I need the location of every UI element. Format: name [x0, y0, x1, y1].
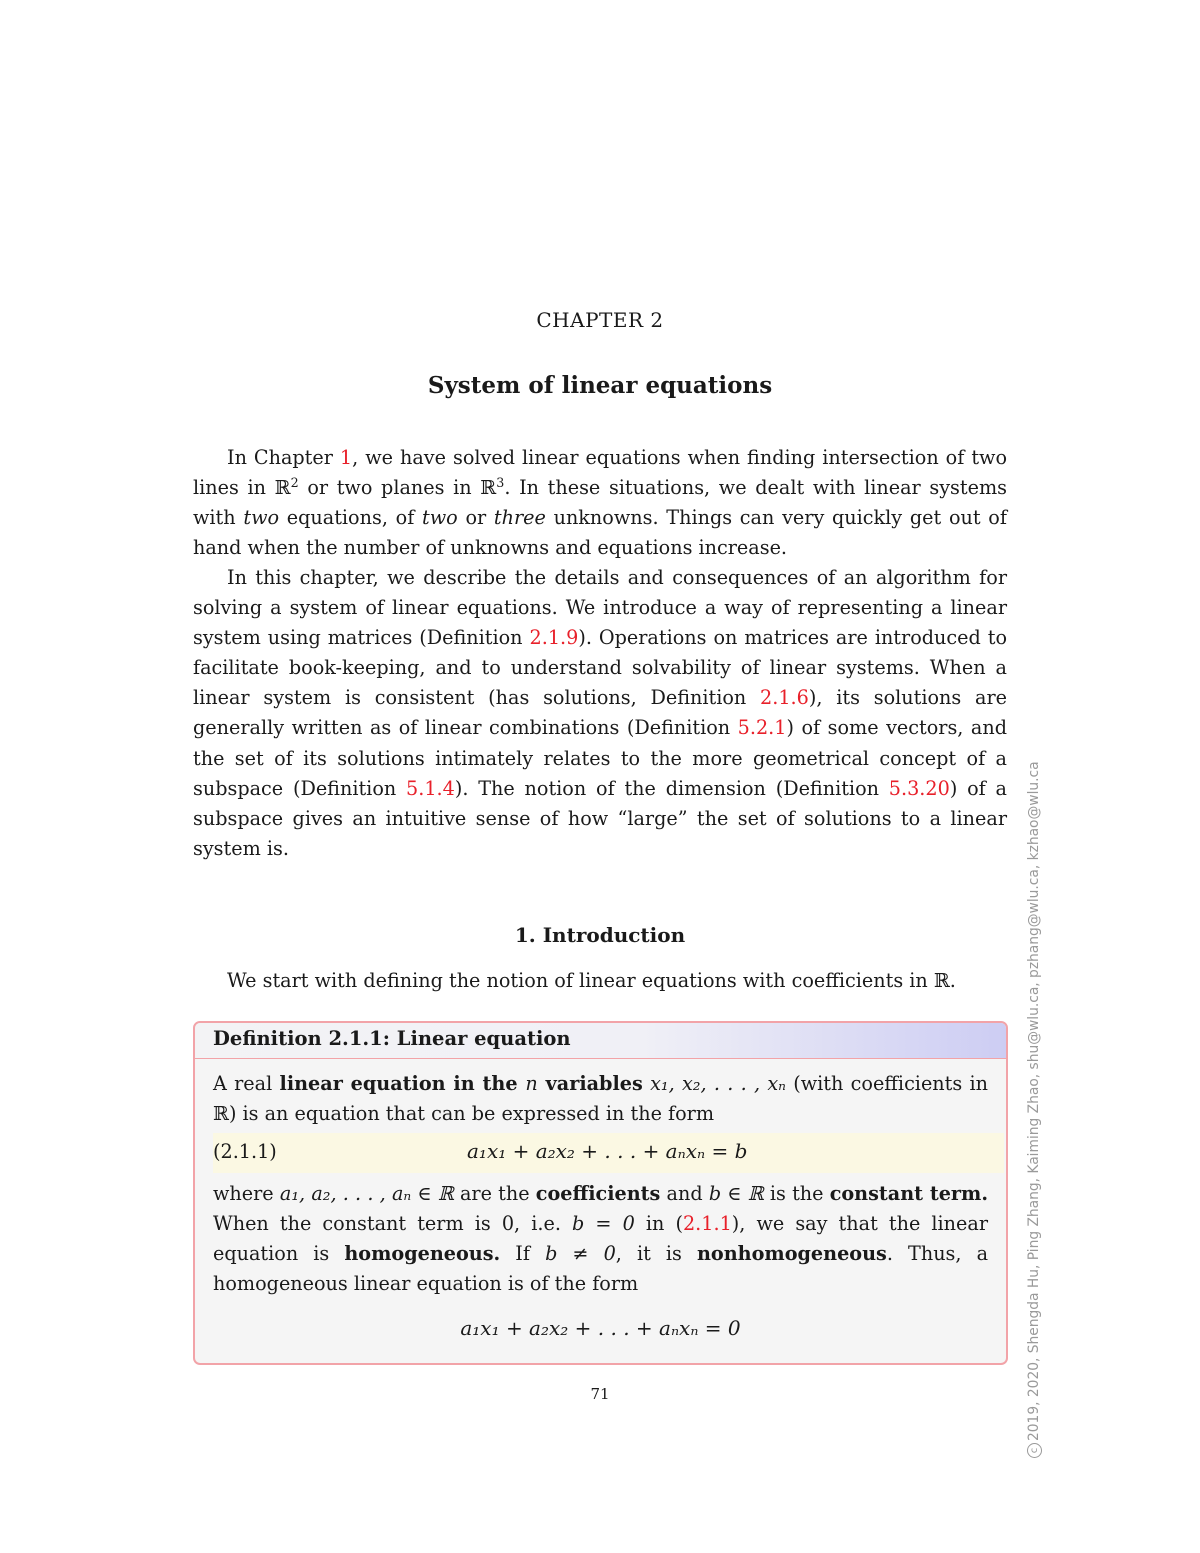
- definition-paragraph-1: A real linear equation in the n variables x₁, x₂, . . . , xₙ (with coefficients in ℝ) is an equation that can be expressed in the form: [213, 1072, 988, 1126]
- chapter-title: System of linear equations: [427, 372, 773, 399]
- page-number: 71: [590, 1385, 610, 1403]
- definition-box: [193, 1021, 1008, 1365]
- definition-title: Definition 2.1.1: Linear equation: [195, 1023, 1006, 1059]
- definition-paragraph-2: where a₁, a₂, . . . , aₙ ∈ ℝ are the coefficients and b ∈ ℝ is the constant term. When the constant term is 0, i.e. b = 0 in (2.1.1), we say that the linear equation is homogeneous. If b ≠ 0, it is nonhomogeneous. Thus, a homogeneous linear equation is of the form: [213, 1182, 989, 1296]
- definition-2-1-6-link[interactable]: 2.1.6: [760, 686, 809, 710]
- equation-number: (2.1.1): [213, 1140, 277, 1164]
- intro-paragraph-2: In this chapter, we describe the details and consequences of an algorithm for solving a system of linear equations. We introduce a way of representing a linear system using matrices (Definition 2.1.9). Operations on matrices are introduced to facilitate book-keeping, and to understand solvability of linear systems. When a linear system is consistent (has solutions, Definition 2.1.6), its solutions are generally written as of linear combinations (Definition 5.2.1) of some vectors, and the set of its solutions intimately relates to the more geometrical concept of a subspace (Definition 5.1.4). The notion of the dimension (Definition 5.3.20) of a subspace gives an intuitive sense of how “large” the set of solutions to a linear system is.: [193, 566, 1007, 860]
- homogeneous-equation-formula: a₁x₁ + a₂x₂ + . . . + aₙxₙ = 0: [460, 1315, 741, 1340]
- section-heading: 1. Introduction: [514, 923, 686, 947]
- chapter-1-link[interactable]: 1: [339, 446, 353, 469]
- definition-body: [195, 1059, 1006, 1340]
- definition-5-2-1-link[interactable]: 5.2.1: [737, 716, 787, 740]
- definition-5-3-20-link[interactable]: 5.3.20: [888, 776, 950, 800]
- copyright-icon: c: [1027, 1443, 1042, 1458]
- equation-2-1-1-link[interactable]: 2.1.1: [682, 1212, 732, 1236]
- equation-2-1-1: [213, 1133, 1004, 1173]
- linear-equation-formula: a₁x₁ + a₂x₂ + . . . + aₙxₙ = b: [467, 1139, 748, 1164]
- intro-paragraph-1: In Chapter 1, we have solved linear equations when finding intersection of two lines in ℝ$^2$ or two planes in ℝ$^3$. In these situations, we dealt with linear systems with two equations, of two or three unknowns. Things can very quickly get out of hand when the number of unknowns and equations increase.: [193, 446, 1008, 560]
- definition-5-1-4-link[interactable]: 5.1.4: [406, 776, 455, 800]
- chapter-label: CHAPTER 2: [536, 308, 664, 332]
- copyright-text: 2019, 2020, Shengda Hu, Ping Zhang, Kaiming Zhao, shu@wlu.ca, pzhang@wlu.ca, kzhao@wlu.ca: [1026, 761, 1042, 1441]
- copyright-notice: [1026, 761, 1042, 1458]
- section-intro: We start with defining the notion of linear equations with coefficients in ℝ.: [227, 969, 956, 992]
- definition-2-1-9-link[interactable]: 2.1.9: [529, 626, 579, 650]
